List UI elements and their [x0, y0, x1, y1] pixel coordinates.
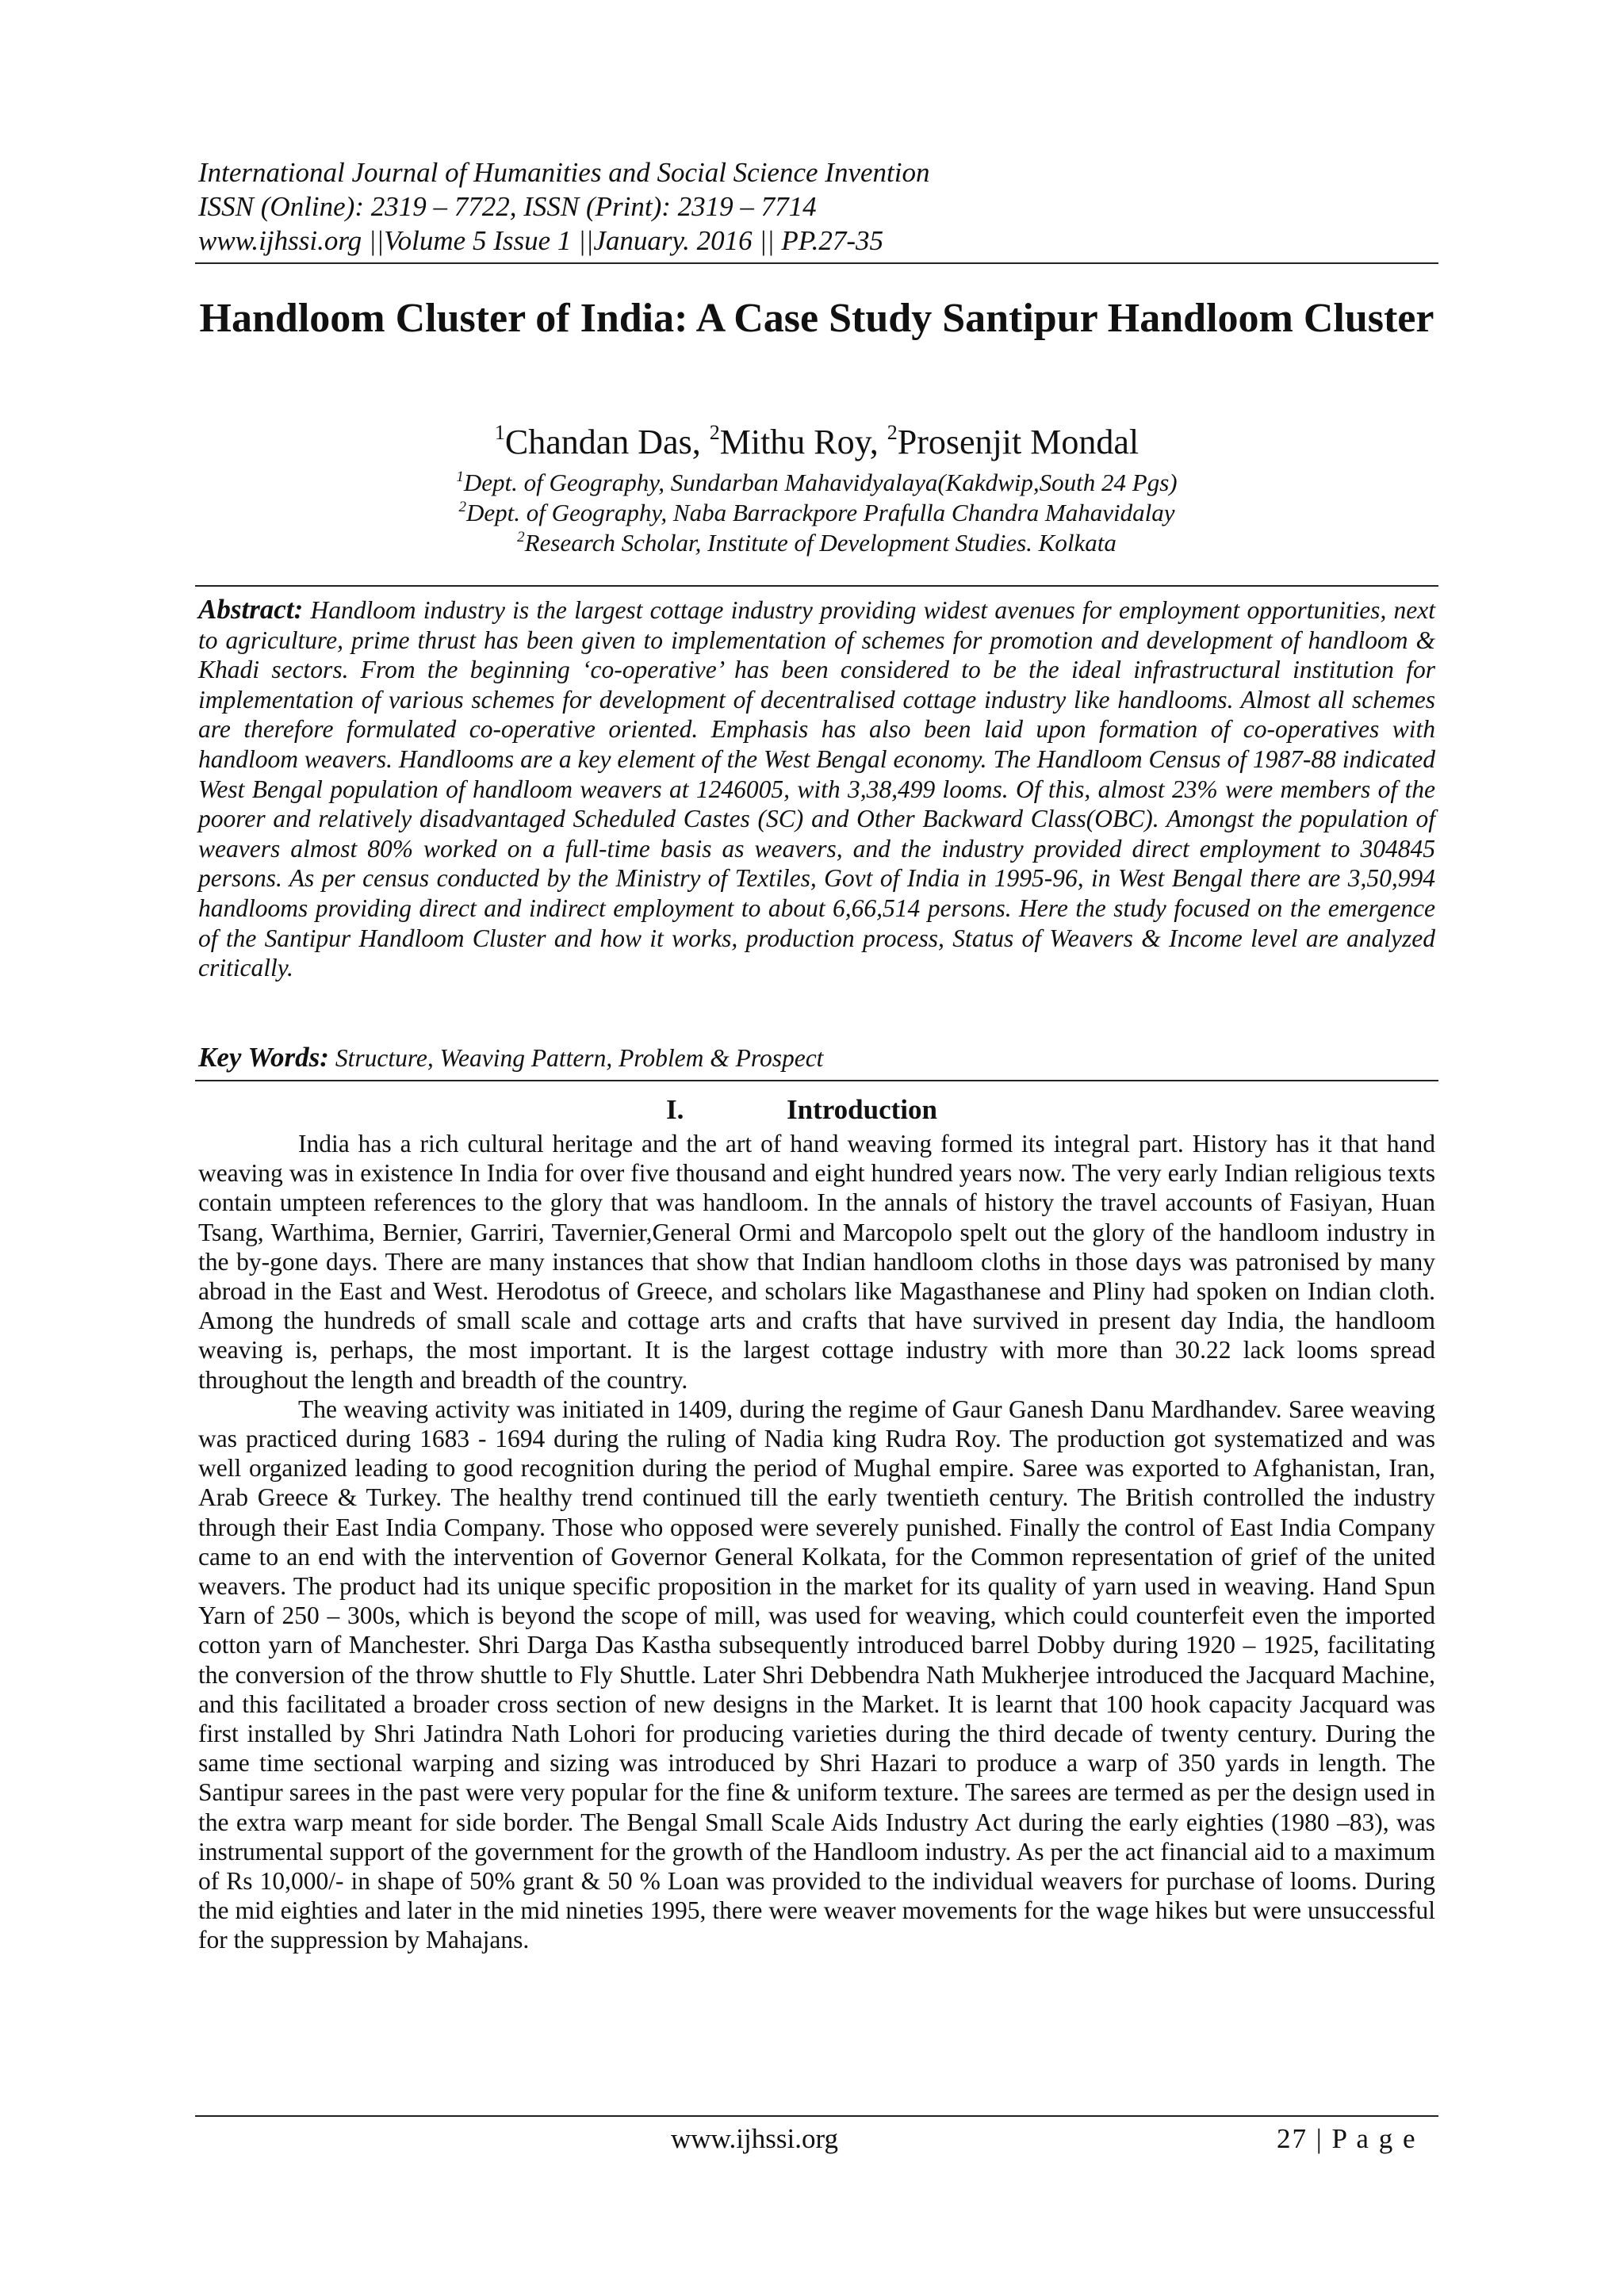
body-paragraph: The weaving activity was initiated in 1409, during the regime of Gaur Ganesh Danu Mardhandev. Saree weaving was practiced during 1683 - 1694 during the ruling of Nadia king Rudra Roy. The production got systematized and was well organized leading to good recognition during the period of Mughal empire. Saree was exported to Afghanistan, Iran, Arab Greece & Turkey. The healthy trend continued till the early twentieth century. The British controlled the industry through their East India Company. Those who opposed were severely punished. Finally the control of East India Company came to an end with the intervention of Governor General Kolkata, for the Common representation of grief of the united weavers. The product had its unique specific proposition in the market for its quality of yarn used in weaving. Hand Spun Yarn of 250 – 300s, which is beyond the scope of mill, was used for weaving, which could counterfeit even the imported cotton yarn of Manchester. Shri Darga Das Kastha subsequently introduced barrel Dobby during 1920 – 1925, facilitating the conversion of the throw shuttle to Fly Shuttle. Later Shri Debbendra Nath Mukherjee introduced the Jacquard Machine, and this facilitated a broader cross section of new designs in the Market. It is learnt that 100 hook capacity Jacquard was first installed by Shri Jatindra Nath Lohori for producing varieties during the third decade of twenty century. During the same time sectional warping and sizing was introduced by Shri Hazari to produce a warp of 350 yards in length. The Santipur sarees in the past were very popular for the fine & uniform texture. The sarees are termed as per the design used in the extra warp meant for side border. The Bengal Small Scale Aids Industry Act during the early eighties (1980 –83), was instrumental support of the government for the growth of the Handloom industry. As per the act financial aid to a maximum of Rs 10,000/- in shape of 50% grant & 50 % Loan was provided to the individual weavers for purchase of looms. During the mid eighties and later in the mid nineties 1995, there were weaver movements for the wage hikes but were unsuccessful for the suppression by Mahajans. — [198, 1395, 1435, 1954]
affiliation-text: Dept. of Geography, Sundarban Mahavidyalaya(Kakdwip,South 24 Pgs) — [463, 469, 1178, 496]
journal-volume: www.ijhssi.org ||Volume 5 Issue 1 ||January. 2016 || PP.27-35 — [198, 225, 884, 256]
keywords-divider — [195, 1080, 1438, 1081]
affiliation-sup: 2 — [517, 529, 525, 545]
section-number: I. — [666, 1094, 684, 1125]
affiliation-sup: 2 — [458, 499, 467, 515]
body-paragraph: India has a rich cultural heritage and the art of hand weaving formed its integral part. History has it that hand weaving was in existence In India for over five thousand and eight hundred years now. The very early Indian religious texts contain umpteen references to the glory that was handloom. In the annals of history the travel accounts of Fasiyan, Huan Tsang, Warthima, Bernier, Garriri, Tavernier,General Ormi and Marcopolo spelt out the glory of the handloom industry in the by-gone days. There are many instances that show that Indian handloom cloths in those days was patronised by many abroad in the East and West. Herodotus of Greece, and scholars like Magasthanese and Pliny had spoken on Indian cloth. Among the hundreds of small scale and cottage arts and crafts that have survived in present day India, the handloom weaving is, perhaps, the most important. It is the largest cottage industry with more than 30.22 lack looms spread throughout the length and breadth of the country. — [198, 1130, 1435, 1394]
affiliation-list — [195, 468, 1438, 558]
footer-site: www.ijhssi.org — [671, 2123, 838, 2154]
abstract-top-divider — [195, 585, 1438, 587]
keywords-text: Structure, Weaving Pattern, Problem & Prospect — [335, 1044, 824, 1072]
affiliation — [195, 468, 1438, 498]
abstract — [198, 595, 1435, 983]
author-name: Prosenjit Mondal — [897, 423, 1139, 461]
journal-issn: ISSN (Online): 2319 – 7722, ISSN (Print): 2319 – 7714 — [198, 191, 817, 222]
header-divider — [195, 262, 1438, 264]
author-sup: 2 — [887, 421, 898, 444]
affiliation — [195, 498, 1438, 528]
author-sup: 2 — [709, 421, 720, 444]
keywords-label: Key Words: — [198, 1042, 329, 1073]
affiliation-text: Research Scholar, Institute of Development Studies. Kolkata — [524, 529, 1116, 557]
affiliation-text: Dept. of Geography, Naba Barrackpore Prafulla Chandra Mahavidalay — [466, 499, 1175, 526]
journal-name: International Journal of Humanities and Social Science Invention — [198, 157, 930, 188]
journal-header — [198, 155, 1435, 258]
author-name: Mithu Roy, — [719, 423, 887, 461]
author-list — [195, 420, 1438, 465]
page-number: 27 | P a g e — [1277, 2123, 1417, 2154]
section-body — [198, 1129, 1435, 1955]
affiliation — [195, 528, 1438, 558]
keywords — [198, 1042, 1435, 1074]
affiliation-sup: 1 — [456, 469, 464, 485]
author-name: Chandan Das, — [504, 423, 710, 461]
abstract-label: Abstract: — [198, 594, 304, 625]
footer-divider — [195, 2115, 1438, 2117]
section-title: Introduction — [787, 1094, 937, 1125]
abstract-text: Handloom industry is the largest cottage industry providing widest avenues for employment opportunities, next to agriculture, prime thrust has been given to implementation of schemes for promotion and development of handloom & Khadi sectors. From the beginning ‘co-operative’ has been considered to be the ideal infrastructural institution for implementation of various schemes for development of decentralised cottage industry like handlooms. Almost all schemes are therefore formulated co-operative oriented. Emphasis has also been laid upon formation of co-operatives with handloom weavers. Handlooms are a key element of the West Bengal economy. The Handloom Census of 1987-88 indicated West Bengal population of handloom weavers at 1246005, with 3,38,499 looms. Of this, almost 23% were members of the poorer and relatively disadvantaged Scheduled Castes (SC) and Other Backward Class(OBC). Amongst the population of weavers almost 80% worked on a full-time basis as weavers, and the industry provided direct employment to 304845 persons. As per census conducted by the Ministry of Textiles, Govt of India in 1995-96, in West Bengal there are 3,50,994 handlooms providing direct and indirect employment to about 6,66,514 persons. Here the study focused on the emergence of the Santipur Handloom Cluster and how it works, production process, Status of Weavers & Income level are analyzed critically. — [198, 596, 1436, 982]
author-sup: 1 — [494, 421, 505, 444]
paper-title: Handloom Cluster of India: A Case Study Santipur Handloom Cluster — [199, 296, 1434, 341]
